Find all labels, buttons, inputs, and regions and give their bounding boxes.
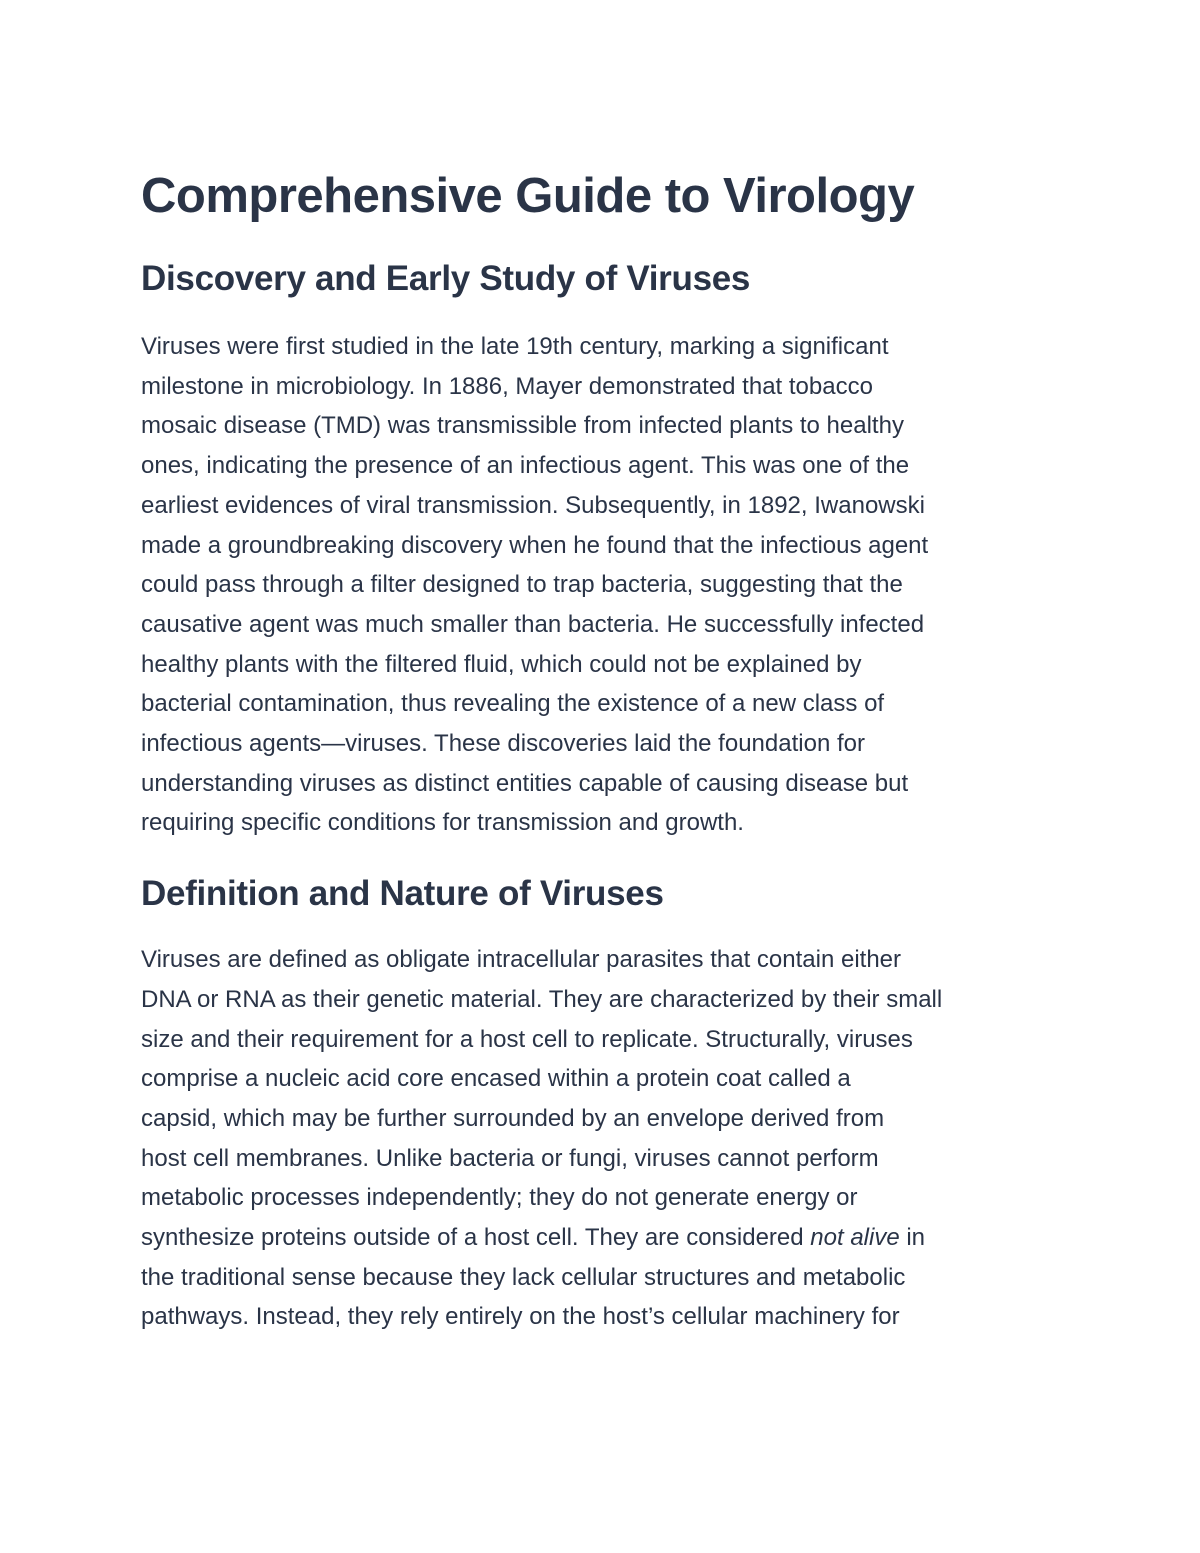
document-title: Comprehensive Guide to Virology bbox=[141, 169, 915, 223]
text-line: infectious agents—viruses. These discoveries laid the foundation for bbox=[141, 730, 865, 758]
text-line: comprise a nucleic acid core encased within a protein coat called a bbox=[141, 1065, 851, 1093]
text-line-with-emphasis bbox=[141, 1218, 1061, 1258]
text-segment: in bbox=[899, 1224, 926, 1252]
emphasis-not-alive: not alive bbox=[810, 1224, 900, 1252]
text-line: metabolic processes independently; they do not generate energy or bbox=[141, 1184, 858, 1212]
text-line: ones, indicating the presence of an infectious agent. This was one of the bbox=[141, 452, 910, 480]
text-line: capsid, which may be further surrounded by an envelope derived from bbox=[141, 1104, 885, 1132]
text-line: host cell membranes. Unlike bacteria or fungi, viruses cannot perform bbox=[141, 1144, 879, 1172]
text-line: earliest evidences of viral transmission. Subsequently, in 1892, Iwanowski bbox=[141, 491, 925, 519]
text-line: Viruses are defined as obligate intracellular parasites that contain either bbox=[141, 946, 902, 974]
text-line: could pass through a filter designed to trap bacteria, suggesting that the bbox=[141, 571, 903, 599]
text-line: healthy plants with the filtered fluid, which could not be explained by bbox=[141, 650, 862, 678]
text-line: Viruses were first studied in the late 19th century, marking a significant bbox=[141, 333, 889, 360]
paragraph-discovery bbox=[141, 327, 1061, 843]
text-line: bacterial contamination, thus revealing the existence of a new class of bbox=[141, 690, 885, 718]
text-line: requiring specific conditions for transmission and growth. bbox=[141, 809, 744, 837]
text-line: made a groundbreaking discovery when he found that the infectious agent bbox=[141, 531, 929, 559]
section-heading-definition: Definition and Nature of Viruses bbox=[141, 874, 664, 914]
text-line: causative agent was much smaller than bacteria. He successfully infected bbox=[141, 610, 925, 638]
document-page bbox=[141, 166, 1061, 1337]
text-line: the traditional sense because they lack cellular structures and metabolic bbox=[141, 1263, 906, 1291]
text-line: pathways. Instead, they rely entirely on the host’s cellular machinery for bbox=[141, 1303, 900, 1331]
text-line: mosaic disease (TMD) was transmissible from infected plants to healthy bbox=[141, 412, 904, 440]
text-line: understanding viruses as distinct entities capable of causing disease but bbox=[141, 769, 909, 797]
text-line: DNA or RNA as their genetic material. They are characterized by their small bbox=[141, 985, 943, 1013]
section-heading-discovery: Discovery and Early Study of Viruses bbox=[141, 259, 751, 298]
text-segment: synthesize proteins outside of a host cell. They are considered bbox=[141, 1224, 811, 1252]
text-line: size and their requirement for a host cell to replicate. Structurally, viruses bbox=[141, 1025, 913, 1053]
paragraph-definition bbox=[141, 940, 1061, 1337]
text-line: milestone in microbiology. In 1886, Mayer demonstrated that tobacco bbox=[141, 372, 873, 400]
